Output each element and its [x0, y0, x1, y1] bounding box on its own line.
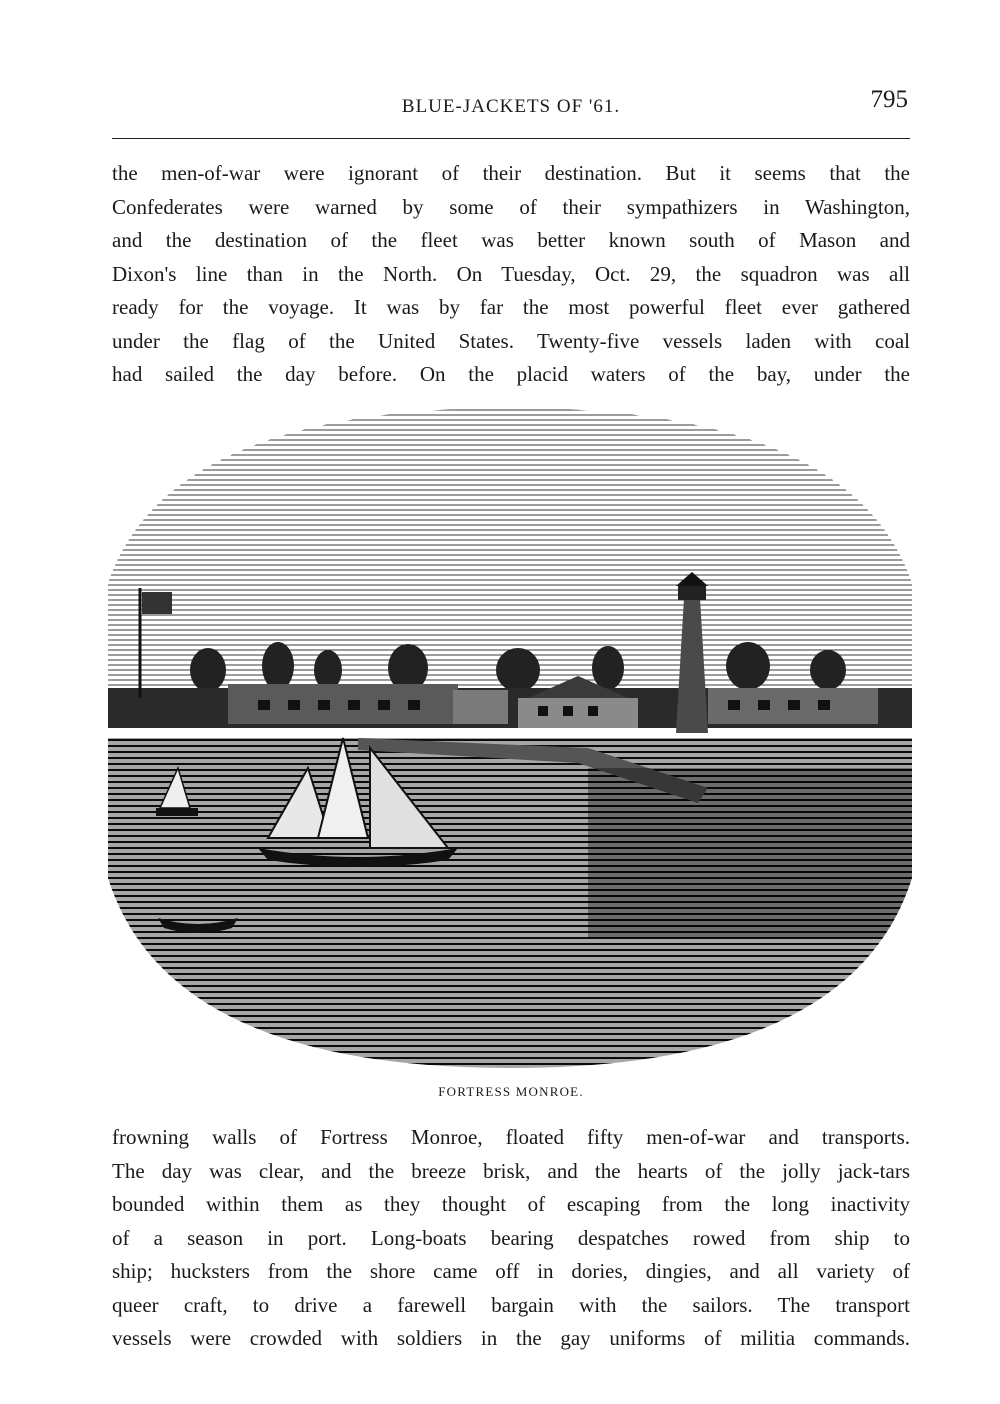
text-line: ship; hucksters from the shore came off in dories, dingies, and all variety of — [112, 1259, 910, 1283]
paragraph-2 — [112, 1121, 910, 1356]
running-title: BLUE-JACKETS OF '61. — [401, 96, 621, 117]
engraving-illustration — [108, 408, 912, 1068]
text-line: Dixon's line than in the North. On Tuesday, Oct. 29, the squadron was all — [112, 261, 910, 286]
text-line: the men-of-war were ignorant of their destination. But it seems that the — [112, 161, 910, 185]
text-line: The day was clear, and the breeze brisk, and the hearts of the jolly jack-tars — [112, 1158, 910, 1183]
text-line: had sailed the day before. On the placid waters of the bay, under the — [112, 362, 910, 386]
running-head — [112, 86, 910, 126]
page-number: 795 — [870, 86, 908, 113]
paragraph-1 — [112, 157, 910, 392]
text-line: queer craft, to drive a farewell bargain with the sailors. The transport — [112, 1292, 910, 1317]
text-line: under the flag of the United States. Twenty-five vessels laden with coal — [112, 328, 910, 353]
text-line: ready for the voyage. It was by far the most powerful fleet ever gathered — [112, 295, 910, 319]
text-line: bounded within them as they thought of escaping from the long inactivity — [112, 1192, 910, 1216]
text-line: vessels were crowded with soldiers in the gay uniforms of militia commands. — [112, 1326, 910, 1350]
lighthouse — [676, 572, 708, 733]
text-line: frowning walls of Fortress Monroe, floated fifty men-of-war and transports. — [112, 1125, 910, 1149]
shadow-reflection — [588, 768, 912, 938]
text-line: of a season in port. Long-boats bearing despatches rowed from ship to — [112, 1225, 910, 1250]
text-line: Confederates were warned by some of their sympathizers in Washington, — [112, 194, 910, 219]
text-line: and the destination of the fleet was better known south of Mason and — [112, 228, 910, 252]
header-rule — [112, 138, 910, 139]
figure-caption: FORTRESS MONROE. — [438, 1084, 584, 1099]
engraving-fortress-monroe — [108, 408, 912, 1068]
